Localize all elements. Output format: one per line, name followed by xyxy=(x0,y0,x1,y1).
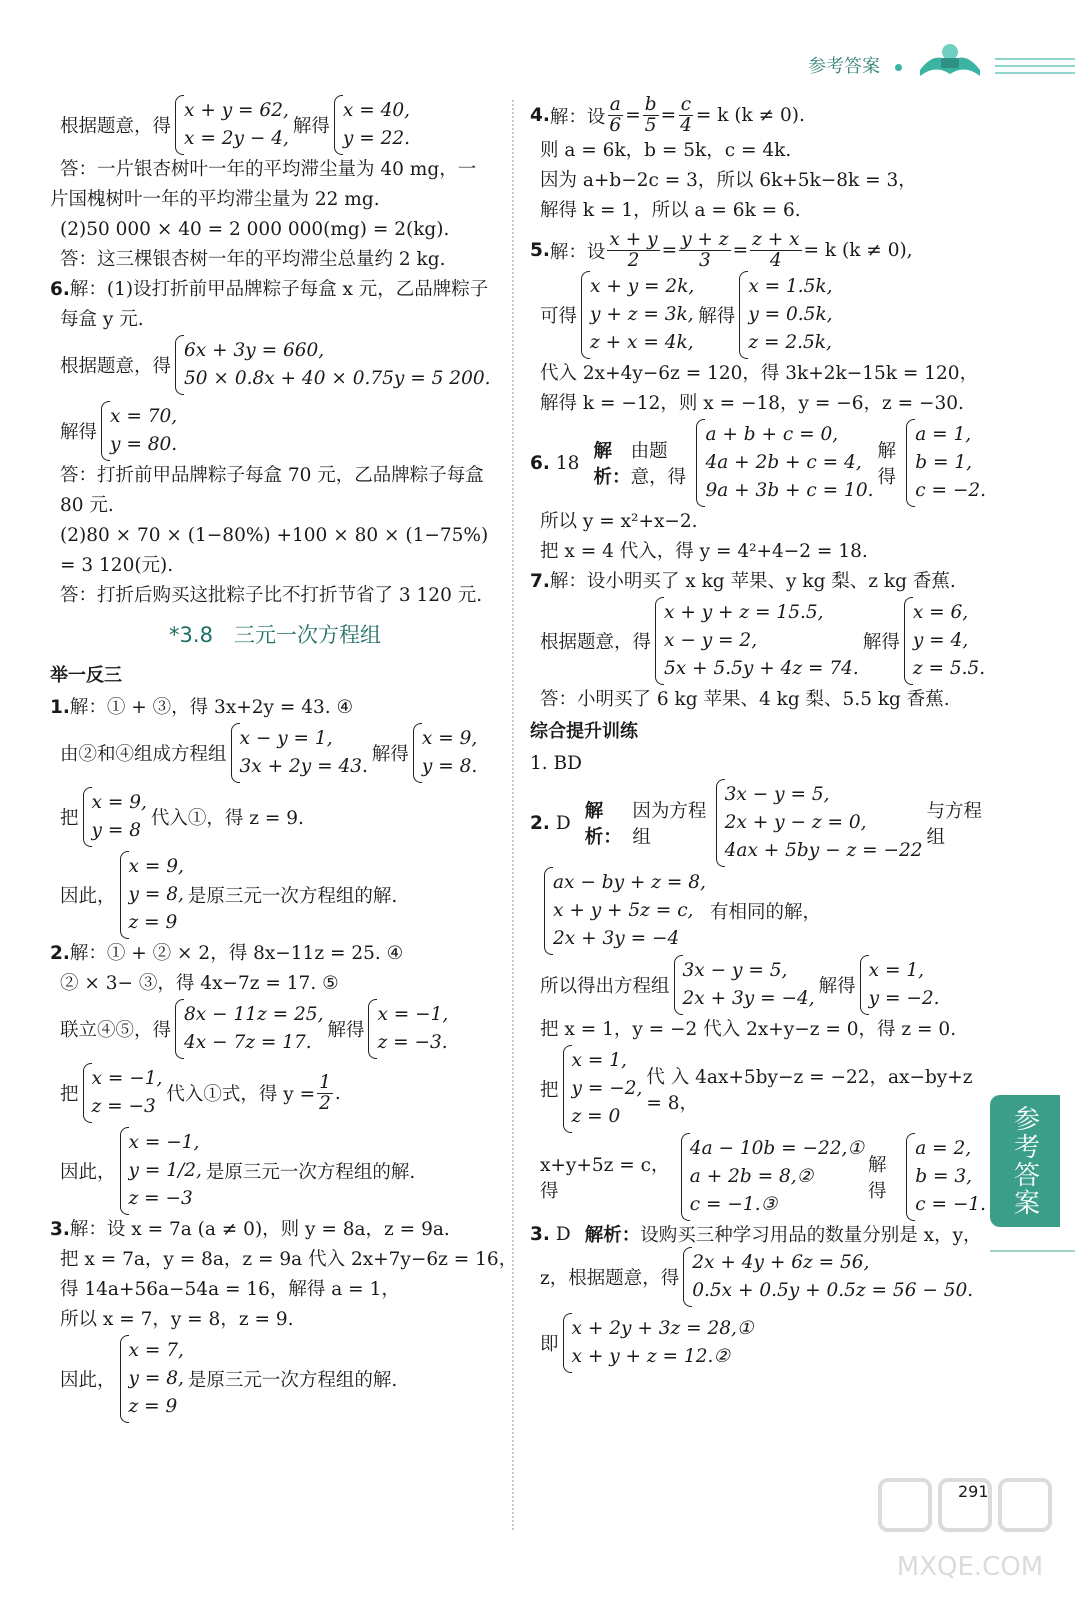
calc-line: = 3 120(元). xyxy=(60,555,174,576)
equation: a = 1, xyxy=(915,424,972,445)
equation: 3x − y = 5, xyxy=(682,960,788,981)
equation: y = 0.5k, xyxy=(748,304,833,325)
equation: x = 1.5k, xyxy=(748,276,833,297)
problem-1 xyxy=(50,693,500,723)
right-column xyxy=(530,95,990,1373)
equation: y = 22. xyxy=(342,128,411,149)
equation: 4x − 7z = 17. xyxy=(184,1032,312,1053)
text: 代入①式，得 y = xyxy=(166,1084,316,1105)
equation: c = −1. xyxy=(915,1194,986,1215)
side-tab xyxy=(990,1095,1060,1227)
equation: 4a + 2b + c = 4, xyxy=(705,452,862,473)
fraction xyxy=(750,230,801,271)
equation: x + y = 62, xyxy=(184,100,289,121)
text: 解得 xyxy=(327,1020,365,1041)
calc-line: (2)80 × 70 × (1−80%) +100 × 80 × (1−75%) xyxy=(60,525,489,546)
answer-line: 答：打折前甲品牌粽子每盒 70 元，乙品牌粽子每盒 xyxy=(60,465,484,486)
equation: x + y + z = 12.② xyxy=(571,1346,730,1367)
fraction xyxy=(643,95,659,136)
text: 解得 xyxy=(818,976,856,997)
solution-system xyxy=(334,95,410,155)
text: 解得 xyxy=(868,1155,887,1202)
equation: a + 2b = 8,② xyxy=(689,1166,814,1187)
header-title: 参考答案 xyxy=(808,56,880,77)
equation: 4a − 10b = −22,① xyxy=(689,1138,865,1159)
answer-line: 答：一片银杏树叶一年的平均滞尘量为 40 mg，一 xyxy=(60,159,477,180)
fraction xyxy=(607,95,623,136)
equation: x = −1, xyxy=(377,1004,449,1025)
page-number: 291 xyxy=(958,1482,989,1501)
eq-line xyxy=(50,723,500,783)
calc-line: (2)50 000 × 40 = 2 000 000(mg) = 2(kg). xyxy=(60,219,450,240)
equation-system xyxy=(681,1133,864,1221)
analysis-label: 解析： xyxy=(584,1225,641,1246)
answer: D xyxy=(555,1223,571,1245)
text: 解：设 xyxy=(549,241,606,263)
text: 代入①，得 z = 9. xyxy=(150,808,304,829)
denominator: 2 xyxy=(627,250,640,271)
eq-line xyxy=(530,1313,990,1373)
denominator: 2 xyxy=(319,1092,331,1114)
equation-system xyxy=(683,1247,973,1307)
equation-system xyxy=(231,723,368,783)
equation: x = 70, xyxy=(110,406,178,427)
text: 解得 xyxy=(371,744,409,765)
equation: x = 9, xyxy=(421,728,478,749)
equation: z = −3 xyxy=(91,1096,156,1117)
problem-2 xyxy=(50,939,500,969)
equation: x = 2y − 4, xyxy=(184,128,289,149)
watermark-text: MXQE.COM xyxy=(896,1552,1044,1582)
column-divider xyxy=(512,100,514,1530)
problem-number: 3. xyxy=(50,1219,70,1240)
equation-system xyxy=(674,955,815,1015)
equation-system xyxy=(175,95,289,155)
numerator: z + x xyxy=(752,229,800,250)
analysis-label: 解析： xyxy=(593,441,631,488)
text: 联立④⑤，得 xyxy=(60,1020,172,1041)
equation: 3x + 2y = 43. xyxy=(239,756,368,777)
equation: 0.5x + 0.5y + 0.5z = 56 − 50. xyxy=(692,1280,974,1301)
problem-6 xyxy=(530,419,990,507)
text: 由题意，得 xyxy=(630,441,687,488)
eq-line xyxy=(530,867,990,955)
text: 解：① + ③，得 3x+2y = 43. ④ xyxy=(69,697,354,718)
eq-line xyxy=(530,271,990,359)
equation: z = −3 xyxy=(128,1188,193,1209)
equation: x = −1, xyxy=(91,1068,163,1089)
equation: y = 8, xyxy=(128,1368,184,1389)
denominator: 3 xyxy=(698,250,711,271)
equation: x + 2y + 3z = 28,① xyxy=(571,1318,754,1339)
equation: 2x + y − z = 0, xyxy=(724,812,867,833)
equation-system xyxy=(83,1063,163,1123)
text: 解得 xyxy=(698,306,736,327)
equation: x = −1, xyxy=(128,1132,200,1153)
eq-line xyxy=(50,1127,500,1215)
equation: z = 5.5. xyxy=(912,658,986,679)
equation-system xyxy=(696,419,873,507)
equation: z = −3. xyxy=(377,1032,448,1053)
equation: z = 0 xyxy=(571,1106,621,1127)
solution-system xyxy=(906,419,986,507)
answer: 18 xyxy=(555,452,580,474)
side-tab-label: 参考答案 xyxy=(1009,1105,1040,1217)
text: 解：设 x = 7a (a ≠ 0)，则 y = 8a，z = 9a. xyxy=(69,1219,450,1240)
numerator: 1 xyxy=(319,1071,331,1093)
fraction xyxy=(679,230,730,271)
fraction xyxy=(317,1073,333,1114)
text: = k (k ≠ 0). xyxy=(695,105,805,126)
numerator: a xyxy=(609,94,621,115)
text: 解得 xyxy=(862,632,900,653)
eq-line xyxy=(530,1247,990,1307)
text: = k (k ≠ 0), xyxy=(803,240,913,261)
problem-number: 3. xyxy=(530,1223,550,1245)
sub-heading: 举一反三 xyxy=(50,665,122,686)
problem-number: 6. xyxy=(50,279,70,300)
text: 因此， xyxy=(60,886,116,907)
problem-3 xyxy=(50,1215,500,1245)
equation: x + y = 2k, xyxy=(590,276,695,297)
equation-system xyxy=(655,597,859,685)
text: 因此， xyxy=(60,1370,116,1391)
problem-number: 1. xyxy=(50,697,70,718)
text-line: 每盒 y 元. xyxy=(60,309,144,330)
text: 由②和④组成方程组 xyxy=(60,744,227,765)
text: 把 xyxy=(540,1080,559,1101)
problem-5: 5. 解：设 $\frac{x + y}{2}$ = $\frac{y + z}{3}$ = $\frac{z + x}{4}$ = k (k ≠ 0), xyxy=(530,229,913,271)
text: 因此， xyxy=(60,1162,116,1183)
equation: x + y + 5z = c, xyxy=(553,900,694,921)
equation: y = 1/2, xyxy=(128,1160,202,1181)
solution-system xyxy=(101,401,177,461)
equation-system xyxy=(175,335,490,395)
equation: ax − by + z = 8, xyxy=(553,872,706,893)
text: 因为方程组 xyxy=(632,801,707,848)
equation: y + z = 3k, xyxy=(590,304,694,325)
numerator: b xyxy=(644,94,657,115)
equation: z = 9 xyxy=(128,1396,178,1417)
equation: x − y = 1, xyxy=(239,728,333,749)
equation: 8x − 11z = 25, xyxy=(184,1004,324,1025)
solution-system xyxy=(904,597,985,685)
equation: b = 3, xyxy=(915,1166,972,1187)
eq-line xyxy=(530,1045,990,1133)
equation: y = 4, xyxy=(912,630,969,651)
answer-line: 答：这三棵银杏树一年的平均滞尘总量约 2 kg. xyxy=(60,249,446,270)
text: x+y+5z = c，得 xyxy=(540,1155,670,1202)
text: 即 xyxy=(540,1334,559,1355)
equation: z = 2.5k, xyxy=(748,332,832,353)
equation: y = −2. xyxy=(868,988,940,1009)
problem-number: 6. xyxy=(530,452,550,474)
text: 所以得出方程组 xyxy=(540,976,670,997)
text: 解：① + ② × 2，得 8x−11z = 25. ④ xyxy=(69,943,404,964)
equation-system xyxy=(544,867,706,955)
equation: x = 1, xyxy=(571,1050,627,1071)
text: 是原三元一次方程组的解. xyxy=(187,886,398,907)
solution-system xyxy=(368,999,448,1059)
equation: 2x + 3y = −4 xyxy=(553,928,680,949)
solution-system xyxy=(120,1335,184,1423)
equation: 9a + 3b + c = 10. xyxy=(705,480,874,501)
denominator: 4 xyxy=(680,115,692,136)
equation: 2x + 3y = −4, xyxy=(682,988,815,1009)
answer-line: 答：小明买了 6 kg 苹果、4 kg 梨、5.5 kg 香蕉. xyxy=(540,689,950,710)
eq-line xyxy=(530,1133,990,1221)
equation: 6x + 3y = 660, xyxy=(184,340,325,361)
equation: y = 8 xyxy=(91,820,141,841)
answer-line: 片国槐树叶一年的平均滞尘量为 22 mg. xyxy=(50,189,380,210)
problem-7 xyxy=(530,567,990,597)
eq-line: 把 x = −1, z = −3 代入①式，得 y = $\frac{1}{2}$ . xyxy=(50,1063,500,1123)
answer: D xyxy=(555,812,571,834)
equation: z = 9 xyxy=(128,912,178,933)
text-line: 得 14a+56a−54a = 16，解得 a = 1， xyxy=(60,1279,400,1300)
text: 把 xyxy=(60,808,79,829)
watermark-logo xyxy=(870,1470,1070,1590)
denominator: 4 xyxy=(769,250,782,271)
eq-line xyxy=(50,335,500,395)
fraction xyxy=(678,95,694,136)
text-line: 把 x = 4 代入，得 y = 4²+4−2 = 18. xyxy=(540,541,868,562)
left-column xyxy=(50,95,518,1423)
numerator: x + y xyxy=(609,229,658,250)
text: 解：设小明买了 x kg 苹果、y kg 梨、z kg 香蕉. xyxy=(549,571,956,592)
problem-6 xyxy=(50,275,500,305)
denominator: 6 xyxy=(609,115,622,136)
sub-heading: 综合提升训练 xyxy=(530,721,638,742)
problem-number: 4. xyxy=(530,105,550,126)
solution-system xyxy=(906,1133,986,1221)
solution-system xyxy=(120,1127,202,1215)
fraction xyxy=(607,230,659,271)
text-line: 把 x = 1，y = −2 代入 2x+y−z = 0，得 z = 0. xyxy=(540,1019,957,1040)
equation: z + x = 4k, xyxy=(590,332,694,353)
text: 有相同的解， xyxy=(709,902,821,923)
eq-line xyxy=(530,597,990,685)
eq-line xyxy=(50,401,500,461)
equation: c = −2. xyxy=(915,480,987,501)
problem-number: 2. xyxy=(530,812,550,834)
denominator: 5 xyxy=(644,115,657,136)
equation-system xyxy=(716,779,923,867)
eq-line xyxy=(50,851,500,939)
header-dot xyxy=(895,64,902,71)
header-decor-lines xyxy=(995,58,1075,79)
problem-number: 5. xyxy=(530,240,550,261)
eq-line xyxy=(50,1335,500,1423)
solution-system xyxy=(563,1045,643,1133)
text: 根据题意，得 xyxy=(60,356,172,377)
text-line: 解得 k = −12，则 x = −18，y = −6，z = −30. xyxy=(540,393,964,414)
text: z，根据题意，得 xyxy=(540,1268,680,1289)
equation-system xyxy=(83,787,147,847)
answer-line: 答：打折后购买这批粽子比不打折节省了 3 120 元. xyxy=(60,585,483,606)
text: 解：(1)设打折前甲品牌粽子每盒 x 元，乙品牌粽子 xyxy=(69,279,489,300)
equation: x = 6, xyxy=(912,602,969,623)
equation: b = 1, xyxy=(915,452,972,473)
equation: 50 × 0.8x + 40 × 0.75y = 5 200. xyxy=(184,368,491,389)
equation-system xyxy=(563,1313,754,1373)
problem-s3 xyxy=(530,1221,990,1247)
solution-system xyxy=(860,955,940,1015)
text: 解：设 xyxy=(549,106,606,128)
text: 是原三元一次方程组的解. xyxy=(205,1162,416,1183)
equation: y = −2, xyxy=(571,1078,643,1099)
text-line: 所以 y = x²+x−2. xyxy=(540,511,698,532)
numerator: c xyxy=(680,94,692,115)
numerator: y + z xyxy=(681,229,729,250)
text-line: 则 a = 6k，b = 5k，c = 4k. xyxy=(540,140,792,161)
equation: y = 8. xyxy=(421,756,478,777)
problem-number: 2. xyxy=(50,943,70,964)
equation-system xyxy=(175,999,323,1059)
eq-line xyxy=(50,999,500,1059)
side-tab-line xyxy=(990,1250,1075,1252)
equation: y = 80. xyxy=(110,434,178,455)
text: 把 xyxy=(60,1084,79,1105)
equation: x = 1, xyxy=(868,960,924,981)
equation: 3x − y = 5, xyxy=(724,784,830,805)
text-line: 代入 2x+4y−6z = 120，得 3k+2k−15k = 120， xyxy=(540,363,979,384)
equation: y = 8, xyxy=(128,884,184,905)
equation: c = −1.③ xyxy=(689,1194,778,1215)
equation: x = 9, xyxy=(128,856,184,877)
equation: x = 7, xyxy=(128,1340,184,1361)
problem-4: 4. 解：设 $\frac{a}{6}$ = $\frac{b}{5}$ = $\frac{c}{4}$ = k (k ≠ 0). xyxy=(530,94,805,136)
equation: 4ax + 5by − z = −22 xyxy=(724,840,923,861)
solution-system xyxy=(120,851,184,939)
equation: a = 2, xyxy=(915,1138,972,1159)
text: 根据题意，得 xyxy=(540,632,652,653)
problem-number: 7. xyxy=(530,571,550,592)
text: 根据题意，得 xyxy=(60,116,172,137)
text: 解得 xyxy=(60,422,98,443)
equation: a + b + c = 0, xyxy=(705,424,839,445)
text: 代 入 4ax+5by−z = −22，ax−by+z = 8， xyxy=(646,1067,973,1114)
eq-line xyxy=(50,787,500,847)
equation-system xyxy=(581,271,694,359)
problem-s2 xyxy=(530,779,990,867)
equation: x + y + z = 15.5, xyxy=(664,602,824,623)
eq-line xyxy=(50,95,500,155)
section-title: *3.8 三元一次方程组 xyxy=(169,623,381,647)
solution-system xyxy=(739,271,832,359)
text-line: 把 x = 7a，y = 8a，z = 9a 代入 2x+7y−6z = 16， xyxy=(60,1249,518,1270)
text-line: ② × 3− ③，得 4x−7z = 17. ⑤ xyxy=(60,973,339,994)
text: 设购买三种学习用品的数量分别是 x，y， xyxy=(640,1225,982,1246)
text: 解得 xyxy=(292,116,330,137)
text: 可得 xyxy=(540,306,578,327)
analysis-label: 解析： xyxy=(584,801,622,848)
text-line: 所以 x = 7，y = 8，z = 9. xyxy=(60,1309,294,1330)
equation: x = 40, xyxy=(342,100,410,121)
problem-s1: 1. BD xyxy=(530,753,582,774)
text: 解得 xyxy=(877,441,896,488)
equation: 2x + 4y + 6z = 56, xyxy=(692,1252,870,1273)
answer-line: 80 元. xyxy=(60,495,114,516)
eq-line xyxy=(530,955,990,1015)
solution-system xyxy=(413,723,477,783)
equation: x − y = 2, xyxy=(664,630,758,651)
equation: x = 9, xyxy=(91,792,147,813)
text-line: 解得 k = 1，所以 a = 6k = 6. xyxy=(540,200,801,221)
book-logo-icon xyxy=(915,40,985,80)
text: 与方程组 xyxy=(926,801,983,848)
text: 是原三元一次方程组的解. xyxy=(187,1370,398,1391)
text-line: 因为 a+b−2c = 3，所以 6k+5k−8k = 3， xyxy=(540,170,917,191)
equation: 5x + 5.5y + 4z = 74. xyxy=(664,658,859,679)
